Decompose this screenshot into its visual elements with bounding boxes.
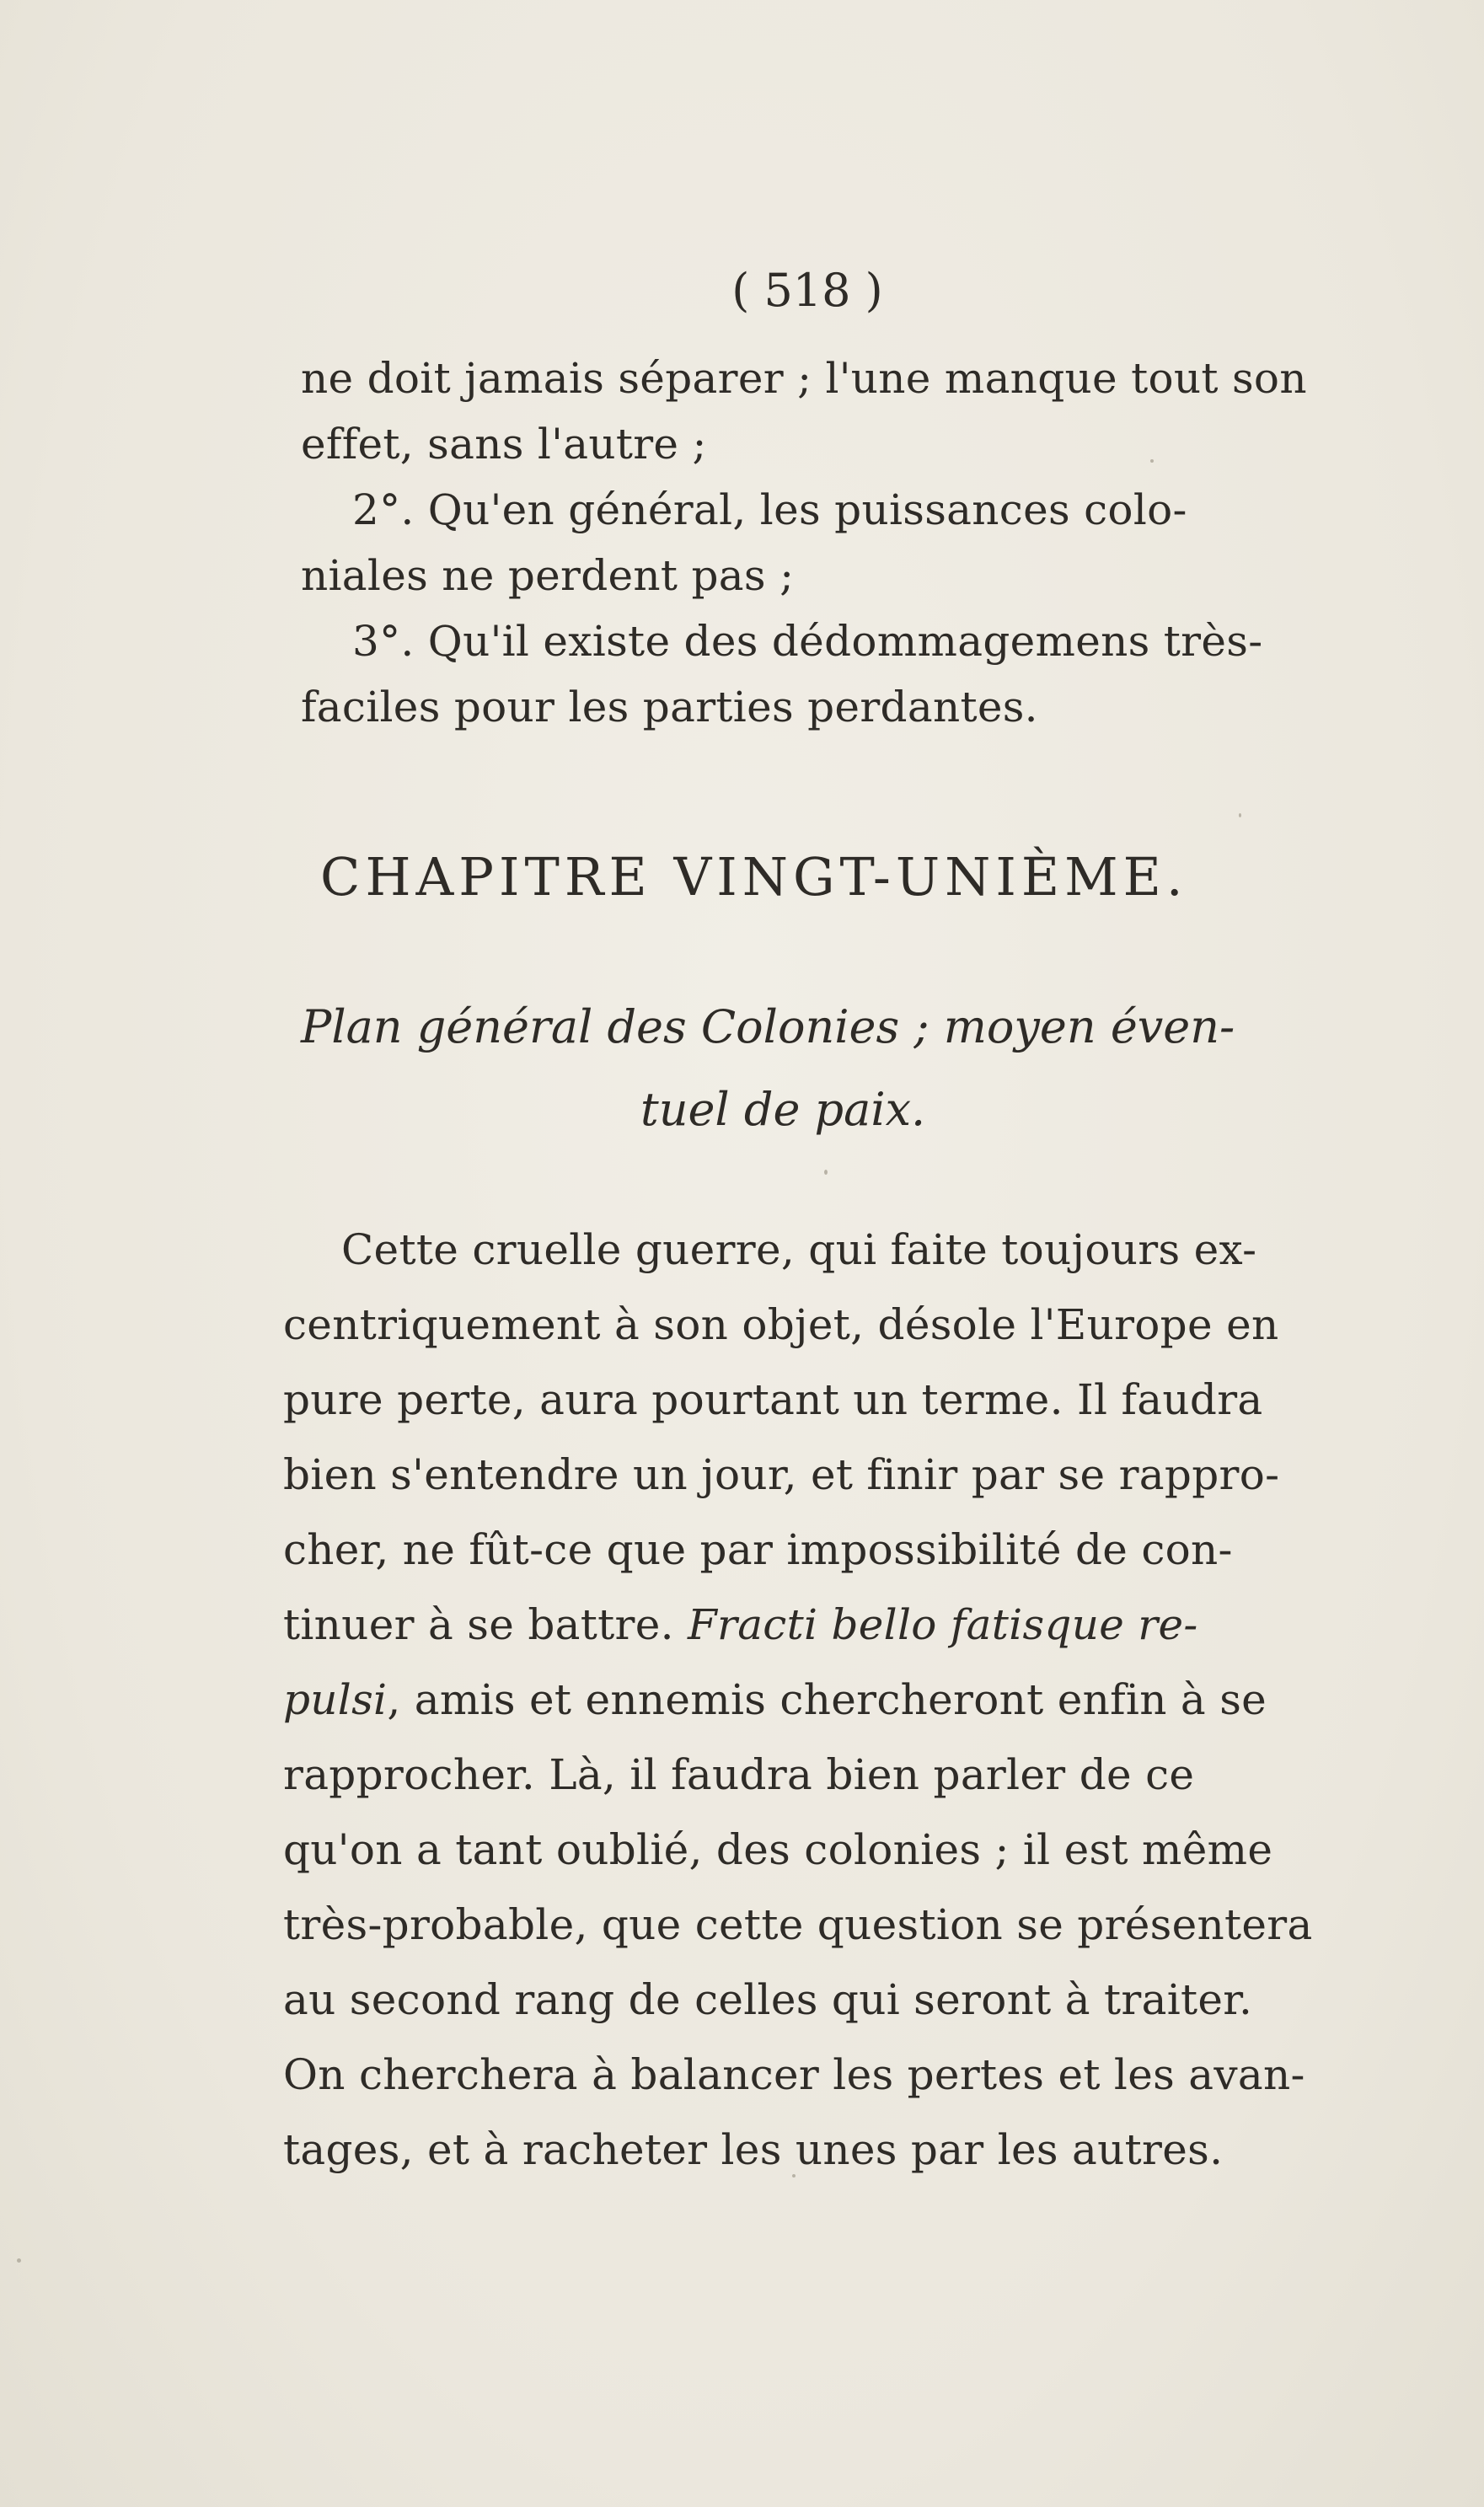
- latin-quote: Fracti bello fatisque re-: [688, 1600, 1198, 1649]
- chapter-subtitle-line: Plan général des Colonies ; moyen éven-: [301, 1000, 1235, 1053]
- text-line: bien s'entendre un jour, et finir par se rappro-: [283, 1450, 1280, 1499]
- text-line: ne doit jamais séparer ; l'une manque tout son: [301, 354, 1307, 403]
- text-line: Cette cruelle guerre, qui faite toujours ex-: [341, 1225, 1257, 1274]
- text-line: faciles pour les parties perdantes.: [301, 683, 1038, 731]
- text-line: niales ne perdent pas ;: [301, 551, 795, 600]
- text-line: tages, et à racheter les unes par les autres.: [283, 2125, 1224, 2174]
- text-line: pure perte, aura pourtant un terme. Il faudra: [283, 1375, 1263, 1424]
- page-number: ( 518 ): [731, 264, 883, 317]
- text-line: au second rang de celles qui seront à traiter.: [283, 1975, 1253, 2024]
- paper-speck: [1239, 813, 1241, 817]
- text-line: très-probable, que cette question se présentera: [283, 1900, 1313, 1949]
- text-line: qu'on a tant oublié, des colonies ; il est même: [283, 1825, 1273, 1874]
- text-roman: tinuer à se battre.: [283, 1600, 688, 1649]
- text-line: cher, ne fût-ce que par impossibilité de con-: [283, 1525, 1233, 1574]
- text-line: effet, sans l'autre ;: [301, 420, 707, 469]
- paper-speck: [824, 1170, 828, 1175]
- chapter-title: CHAPITRE VINGT-UNIÈME.: [320, 846, 1188, 908]
- paper-speck: [17, 2258, 21, 2263]
- latin-quote: pulsi: [283, 1675, 388, 1724]
- text-roman: , amis et ennemis chercheront enfin à se: [387, 1675, 1267, 1724]
- chapter-subtitle-line: tuel de paix.: [640, 1083, 926, 1136]
- text-line: 3°. Qu'il existe des dédommagemens très-: [352, 617, 1263, 666]
- text-line: rapprocher. Là, il faudra bien parler de ce: [283, 1750, 1195, 1799]
- paper-speck: [792, 2174, 796, 2178]
- text-line: On cherchera à balancer les pertes et les avan-: [283, 2050, 1305, 2099]
- text-line-mixed: [283, 1600, 1198, 1649]
- text-line: centriquement à son objet, désole l'Europe en: [283, 1300, 1279, 1349]
- text-line-mixed: [283, 1675, 1267, 1724]
- paper-speck: [1150, 459, 1154, 463]
- text-line: 2°. Qu'en général, les puissances colo-: [352, 485, 1187, 534]
